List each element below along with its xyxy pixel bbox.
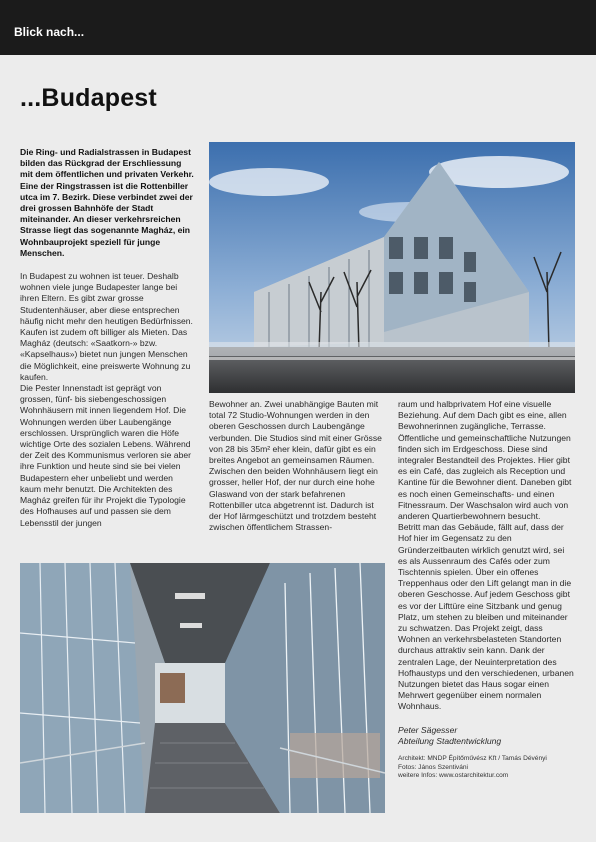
credit-architect: Architekt: MNDP Építőművész Kft / Tamás Dévényi bbox=[398, 755, 547, 763]
body-paragraph-5: raum und halbprivatem Hof eine visuelle Beziehung. Auf dem Dach gibt es eine, allen Bewohnerinnen zugängliche, Terrasse. Öffentliche und gemeinschaftliche Nutzungen finden sich im Erdgeschoss. Diese sind integraler Bestandteil des Projektes. Hier gibt es ein Café, das zugleich als Reception und Kantine für die Bewohner dient. Daneben gibt es noch einen Gemeinschafts- und einen Fitnessraum. Der Waschsalon wird auch von anderen Quartierbewohnern besucht. bbox=[398, 399, 572, 522]
body-paragraph-2: Die Pester Innenstadt ist geprägt von grossen, fünf- bis siebengeschossigen Wohnhäusern mit innen liegendem Hof. Die Wohnungen werden über Laubengänge erschlossen. Ursprünglich waren die Höfe wichtige Orte des sozialen Lebens. Während der Zeit des Kommunismus verloren sie aber ihre Funktion und heute sind sie bei vielen Budapestern eher unbeliebt und werden kaum mehr benutzt. Die Architekten des Magház greifen für ihr Projekt die Typologie des Hofhauses auf und passen sie dem Lebensstil der jungen bbox=[20, 383, 191, 528]
author-name: Peter Sägesser bbox=[398, 724, 458, 735]
column-1 bbox=[20, 147, 196, 529]
lead-paragraph: Die Ring- und Radialstrassen in Budapest bilden das Rückgrad der Erschliessung mit dem öffentlichen und privaten Verkehr. Eine der Ringstrassen ist die Rottenbiller utca im 7. Bezirk. Diese verbindet zwei der drei grossen Bahnhöfe der Stadt miteinander. An dieser verkehrsreichen Strasse liegt das sogenannte Magház, ein Wohnbauprojekt speziell für junge Menschen. bbox=[20, 147, 194, 258]
column-3 bbox=[398, 399, 574, 780]
courtyard-gallery-photo bbox=[20, 563, 385, 813]
body-paragraph-1: In Budapest zu wohnen ist teuer. Deshalb wohnen viele junge Budapester lange bei ihren Eltern. Es gibt zwar grosse Studentenhäuser, aber diese entsprechen häufig nicht mehr den heutigen Bedürfnissen. Kaufen ist zudem oft billiger als Mieten. Das Magház (deutsch: «Saatkorn-» bzw. «Kapselhaus») bietet nun jungen Menschen die Möglichkeit, eine preiswerte Wohnung zu kaufen. bbox=[20, 271, 193, 382]
column-2 bbox=[209, 399, 385, 533]
author-department: Abteilung Stadtentwicklung bbox=[398, 735, 502, 746]
credit-info: weitere Infos: www.ostarchitektur.com bbox=[398, 771, 509, 779]
body-paragraph-3: Bewohner an. Zwei unabhängige Bauten mit total 72 Studio-Wohnungen werden in den oberen Geschossen durch Laubengänge verbunden. Die Studios sind mit einer Grösse von 28 bis 35m² eher klein, dafür gibt es ein breites Angebot an gemeinsamen Räumen. bbox=[209, 399, 382, 466]
author-signature bbox=[398, 725, 574, 747]
body-paragraph-4: Zwischen den beiden Wohnhäusern liegt ein grosser, heller Hof, der nur durch eine hohe Glaswand von der stark befahrenen Rottenbiller utca abgetrennt ist. Dadurch ist der Hof lärmgeschützt und trotzdem besteht zwischen öffentlichem Strassen- bbox=[209, 466, 378, 533]
header-bar bbox=[0, 0, 596, 55]
page-title: ...Budapest bbox=[20, 84, 157, 112]
credit-photos: Fotos: János Szentiváni bbox=[398, 763, 469, 771]
photo-credits bbox=[398, 755, 574, 780]
header-label: Blick nach... bbox=[14, 25, 85, 39]
body-paragraph-6: Betritt man das Gebäude, fällt auf, dass der Hof hier im Gegensatz zu den Gründerzeitbauten wirklich genutzt wird, sei es als Aussenraum des Cafés oder zum Tischtennis spielen. Über ein offenes Treppenhaus oder den Lift gelangt man in die oberen Geschosse. Auf jedem Geschoss gibt es vor der Lifttüre eine Sitzbank und genug Platz, um stehen zu bleiben und miteinander zu schwatzen. Das Projekt zeigt, dass Wohnen an verkehrsbelasteten Standorten durchaus attraktiv sein kann. Dank der zentralen Lage, der Neuinterpretation des Hofhaustyps und den verschiedenen, urbanen Nutzungen bietet das Haus sogar einen Mehrwert gegenüber einem normalen Wohnhaus. bbox=[398, 522, 574, 712]
building-street-photo bbox=[209, 142, 575, 393]
